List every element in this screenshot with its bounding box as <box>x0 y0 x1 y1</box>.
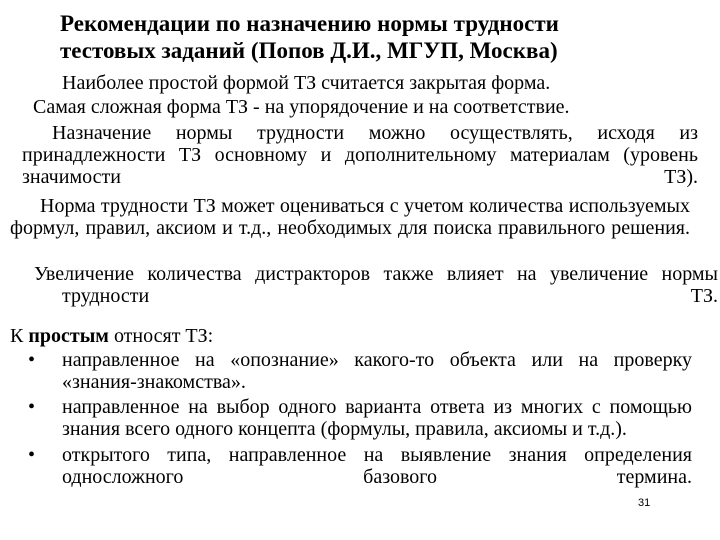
list-item-text: направленное на выбор одного варианта ответа из многих с помощью знания всего одного концепта (формулы, правила, аксиомы и т.д.). <box>62 396 692 440</box>
list-intro-prefix: К <box>10 325 29 347</box>
list-intro <box>10 325 692 347</box>
list-item <box>10 444 692 488</box>
bullet-icon: • <box>28 349 36 371</box>
list-item <box>10 396 692 440</box>
slide-title <box>60 10 700 64</box>
page-number: 31 <box>638 497 651 509</box>
paragraph-difficulty-estimation: Норма трудности ТЗ может оцениваться с учетом количества используемых формул, правил, аксиом и т.д., необходимых для поиска правильного решения. <box>10 195 690 239</box>
title-line-1: Рекомендации по назначению нормы трудности <box>60 11 559 36</box>
paragraph-distractors: Увеличение количества дистракторов также влияет на увеличение нормы трудности ТЗ. <box>34 263 718 307</box>
simple-tasks-list <box>10 325 692 488</box>
title-line-2: тестовых заданий (Попов Д.И., МГУП, Москва) <box>60 38 558 63</box>
paragraph-hardest-form: Самая сложная форма ТЗ - на упорядочение и на соответствие. <box>33 96 570 118</box>
bullet-icon: • <box>28 444 36 466</box>
list-item <box>10 349 692 393</box>
list-item-text: направленное на «опознание» какого-то объекта или на проверку «знания-знакомства». <box>62 349 692 393</box>
bullet-icon: • <box>28 396 36 418</box>
list-intro-suffix: относят ТЗ: <box>108 325 214 347</box>
paragraph-difficulty-assignment: Назначение нормы трудности можно осуществлять, исходя из принадлежности ТЗ основному и дополнительному материалам (уровень значимости ТЗ). <box>22 122 698 188</box>
list-item-text: открытого типа, направленное на выявление знания определения односложного базового термина. <box>62 444 692 488</box>
paragraph-simplest-form: Наиболее простой формой ТЗ считается закрытая форма. <box>62 72 551 94</box>
list-intro-bold: простым <box>28 325 109 347</box>
